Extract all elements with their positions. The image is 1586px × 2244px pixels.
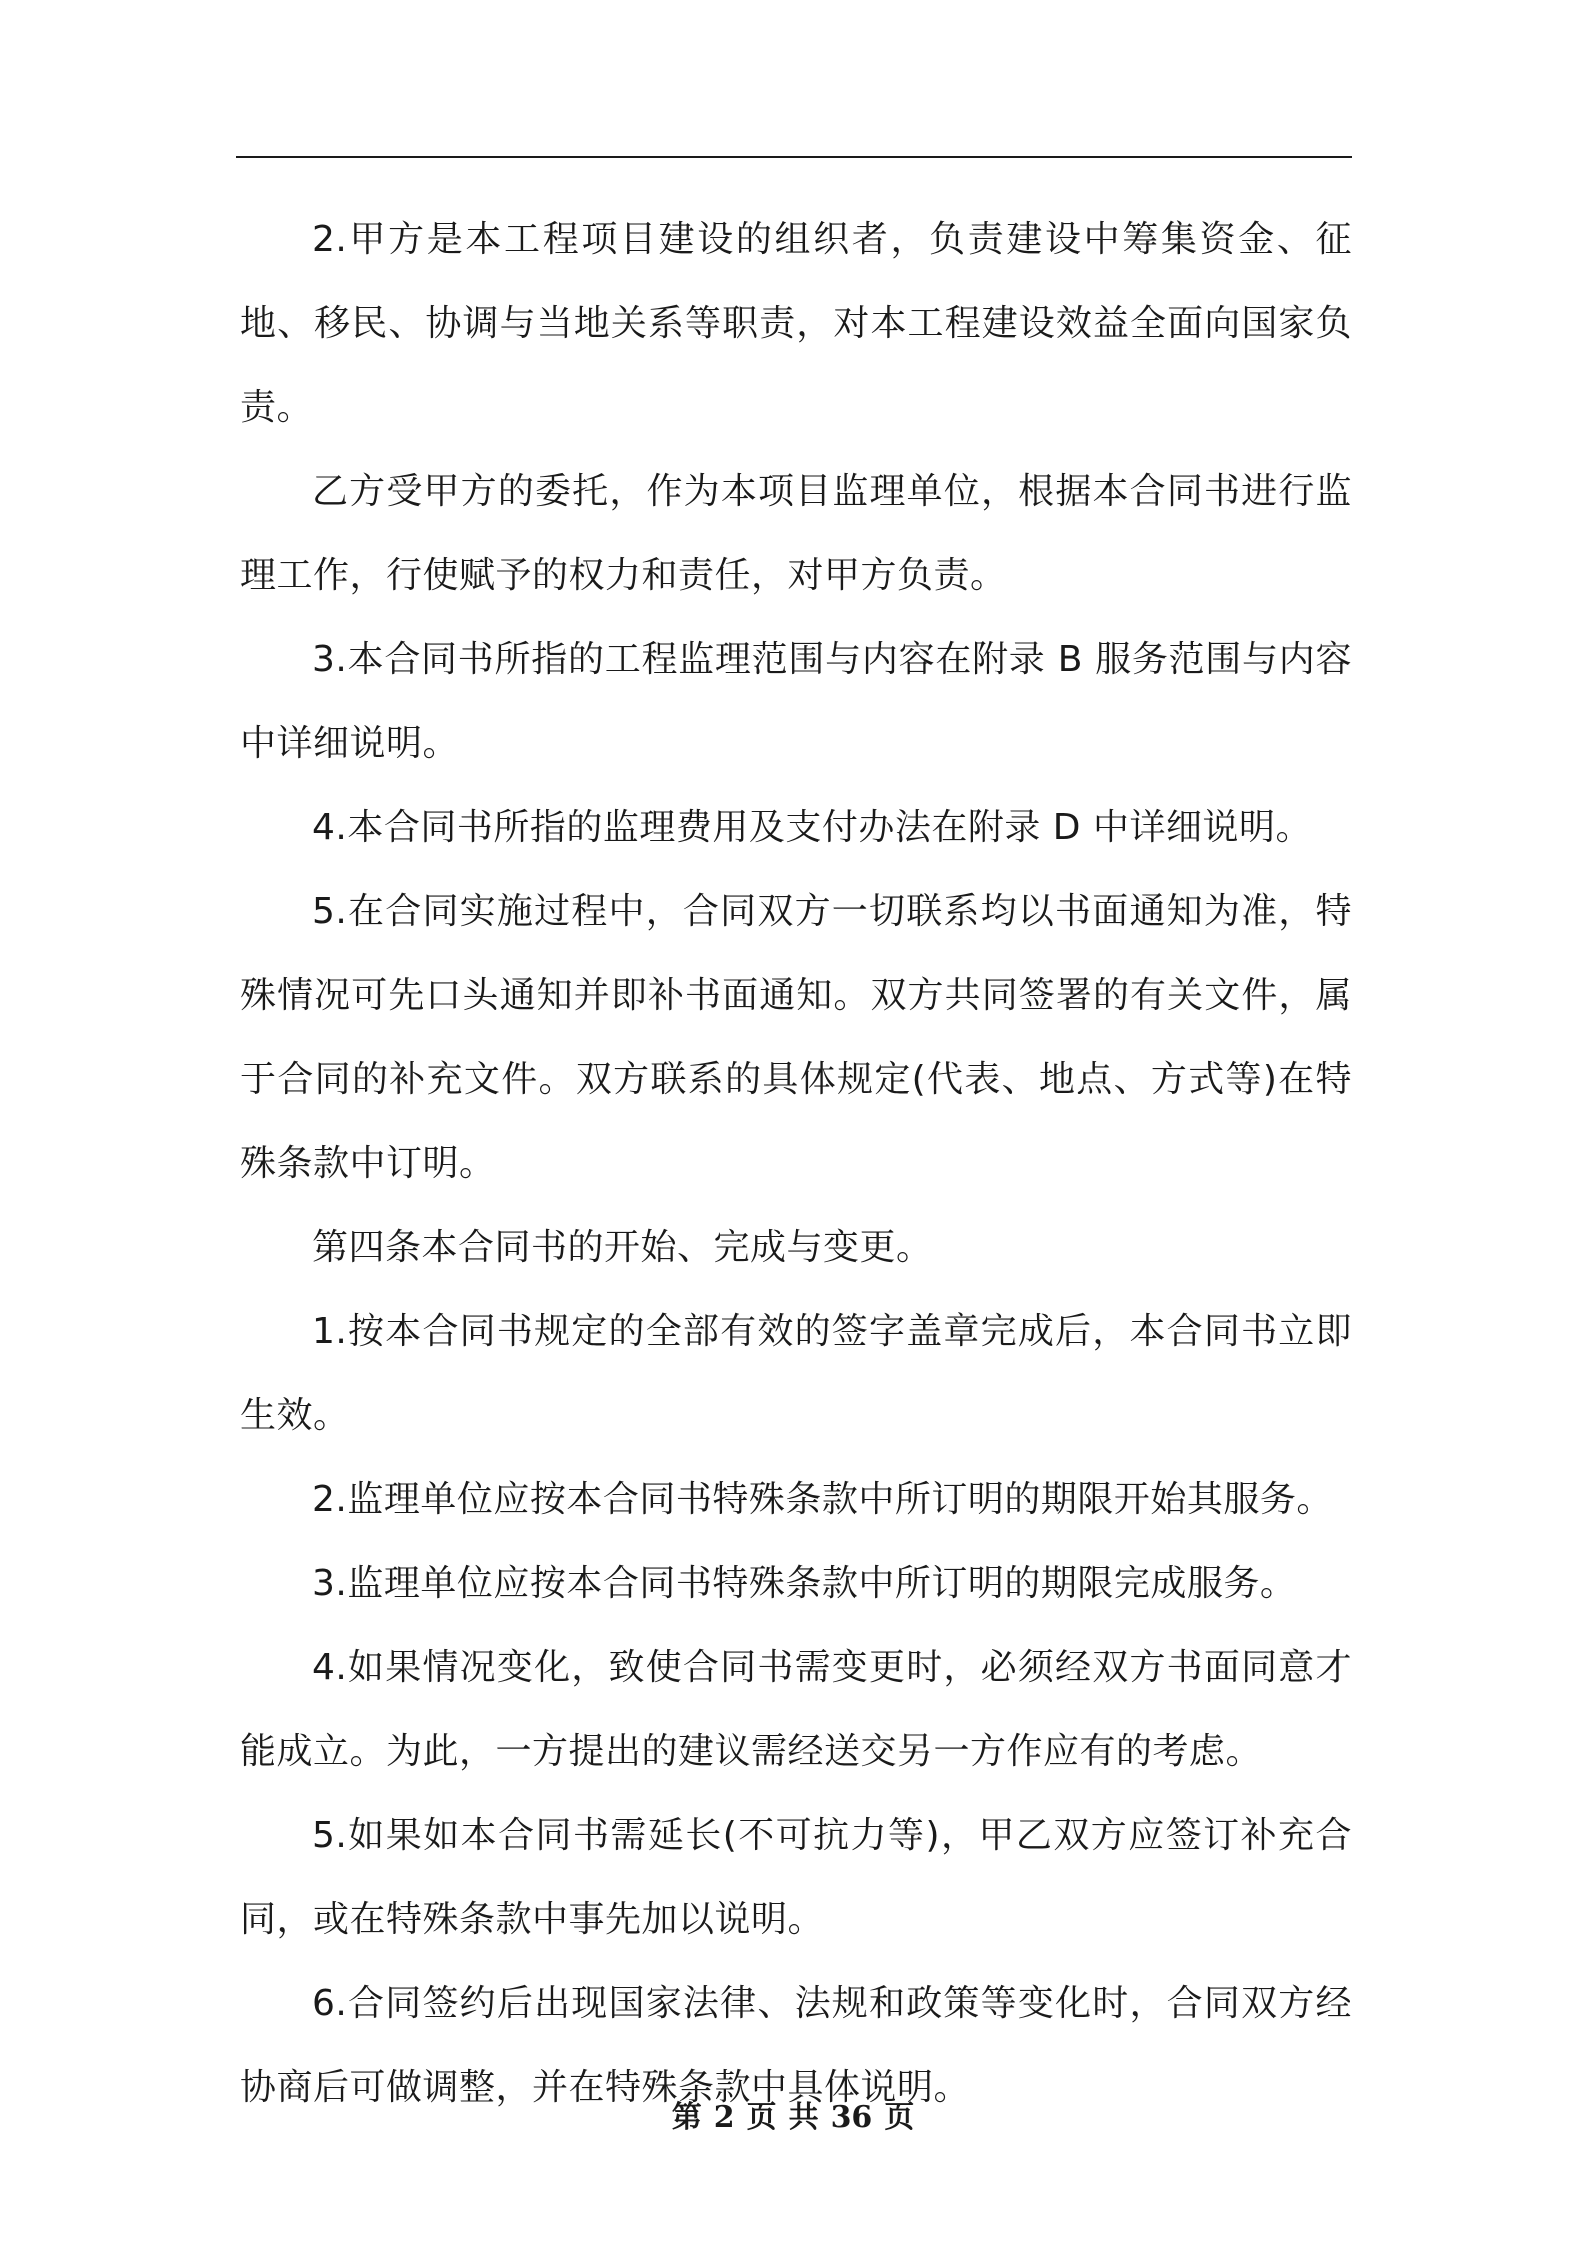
paragraph-article4-item5: 5.如果如本合同书需延长(不可抗力等)，甲乙双方应签订补充合同，或在特殊条款中事先加以说明。 (240, 1815, 1352, 1940)
paragraph-party-b-entrusted: 乙方受甲方的委托，作为本项目监理单位，根据本合同书进行监理工作，行使赋予的权力和责任，对甲方负责。 (240, 471, 1352, 596)
paragraph-article4-item3: 3.监理单位应按本合同书特殊条款中所订明的期限完成服务。 (312, 1563, 1297, 1604)
paragraph-article4-item2: 2.监理单位应按本合同书特殊条款中所订明的期限开始其服务。 (312, 1479, 1333, 1520)
paragraph-article3-item5: 5.在合同实施过程中，合同双方一切联系均以书面通知为准，特殊情况可先口头通知并即补书面通知。双方共同签署的有关文件，属于合同的补充文件。双方联系的具体规定(代表、地点、方式等)在特殊条款中订明。 (240, 891, 1352, 1184)
paragraph-article3-item3: 3.本合同书所指的工程监理范围与内容在附录 B 服务范围与内容中详细说明。 (240, 639, 1352, 764)
paragraph-article4-item1: 1.按本合同书规定的全部有效的签字盖章完成后，本合同书立即生效。 (240, 1311, 1352, 1436)
header-rule (236, 156, 1352, 158)
paragraph-article4-item4: 4.如果情况变化，致使合同书需变更时，必须经双方书面同意才能成立。为此，一方提出的建议需经送交另一方作应有的考虑。 (240, 1647, 1352, 1772)
article4-heading: 第四条本合同书的开始、完成与变更。 (312, 1227, 933, 1268)
footer-total-word: 共 (788, 2100, 819, 2135)
paragraph-article3-item4: 4.本合同书所指的监理费用及支付办法在附录 D 中详细说明。 (312, 807, 1312, 848)
paragraph-article4-item6: 6.合同签约后出现国家法律、法规和政策等变化时，合同双方经协商后可做调整，并在特殊条款中具体说明。 (240, 1983, 1352, 2108)
footer-page-word: 页 (746, 2100, 777, 2135)
document-body (240, 198, 1352, 2130)
footer-suffix: 页 (884, 2100, 915, 2135)
footer-current-page: 2 (713, 2100, 735, 2135)
footer-total-pages: 36 (830, 2100, 873, 2135)
paragraph-article3-item2: 2.甲方是本工程项目建设的组织者，负责建设中筹集资金、征地、移民、协调与当地关系等职责，对本工程建设效益全面向国家负责。 (240, 219, 1352, 428)
footer-prefix: 第 (671, 2100, 702, 2135)
page-footer (0, 2092, 1586, 2136)
